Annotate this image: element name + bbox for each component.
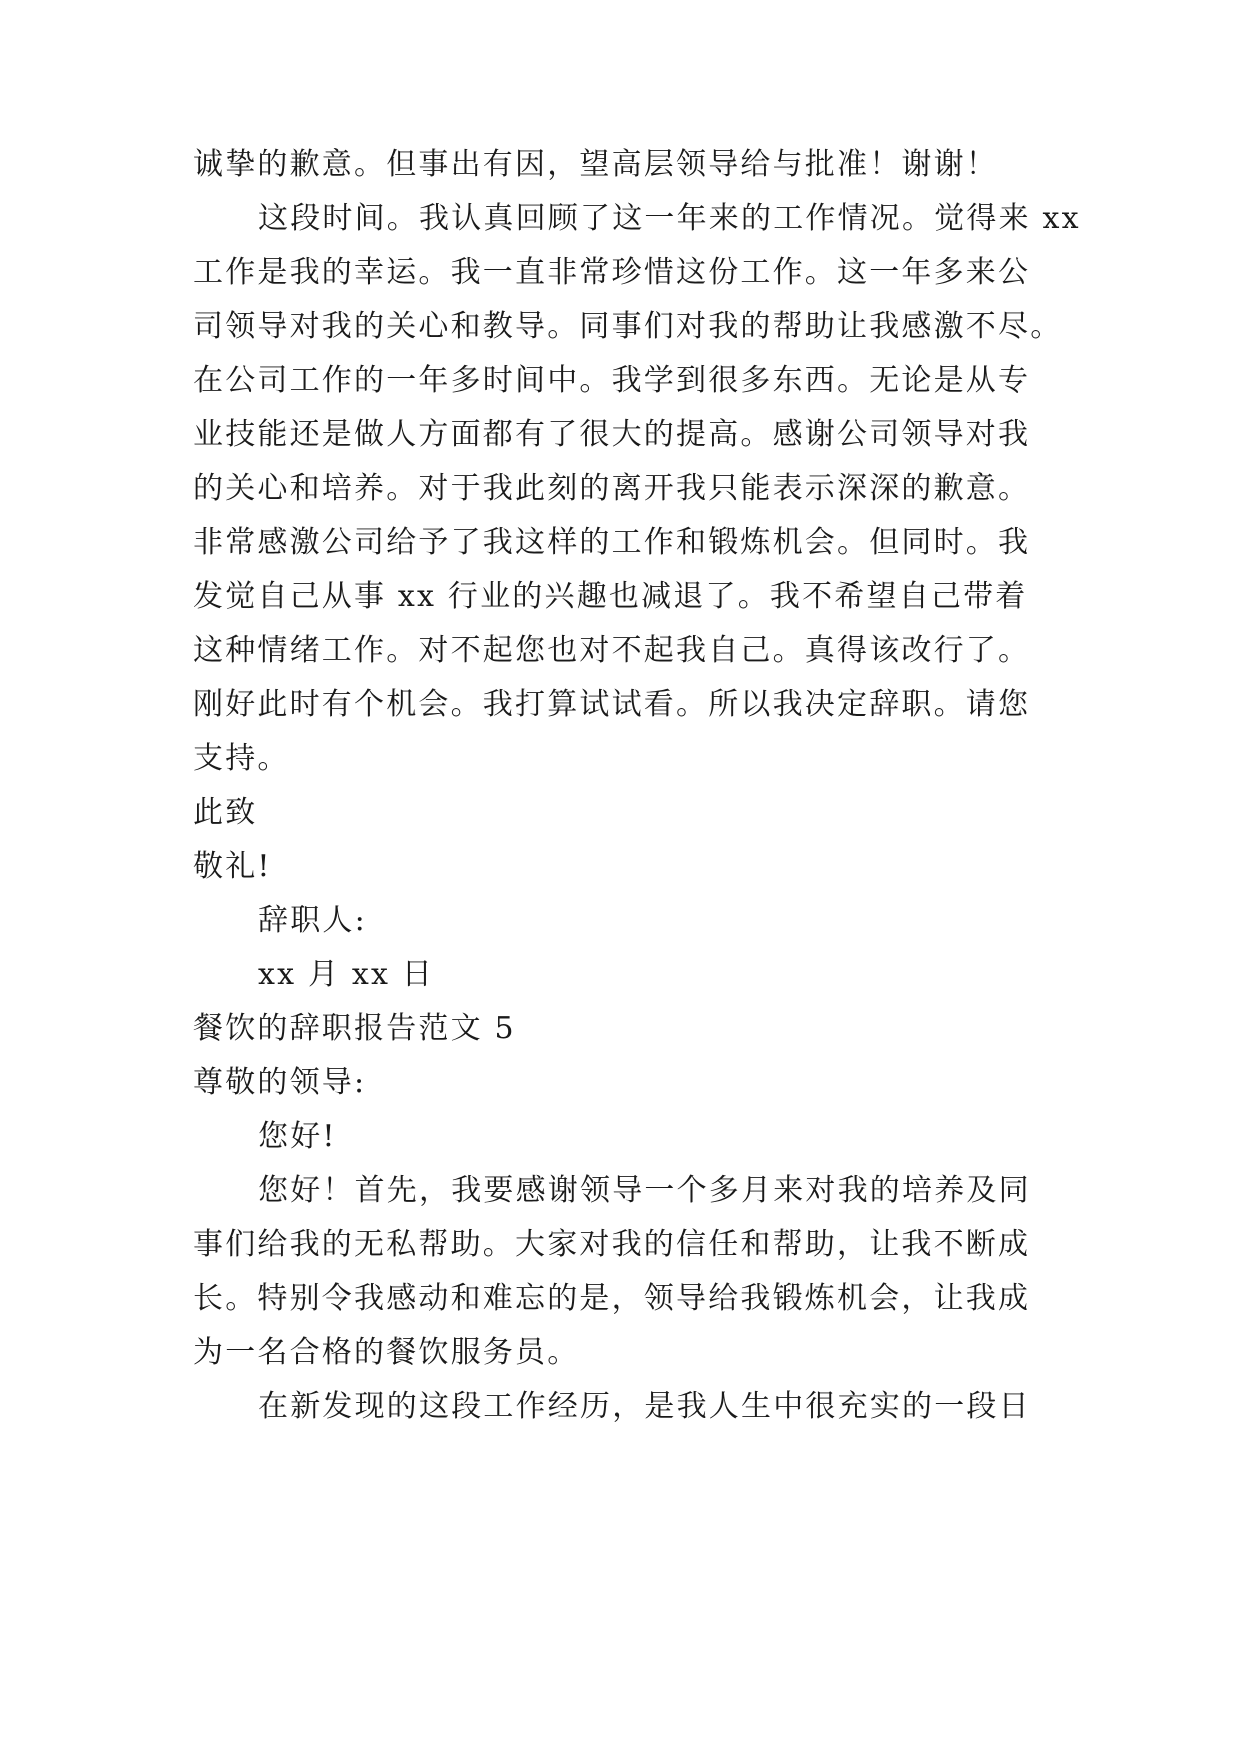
text-line-4: 司领导对我的关心和教导。同事们对我的帮助让我感激不尽。 [193,309,1063,344]
text-line-1: 诚挚的歉意。但事出有因，望高层领导给与批准！谢谢！ [193,147,998,182]
text-line-9: 发觉自己从事 xx 行业的兴趣也减退了。我不希望自己带着 [193,579,1028,614]
text-line-22: 长。特别令我感动和难忘的是，领导给我锻炼机会，让我成 [193,1281,1031,1316]
text-line-24: 在新发现的这段工作经历，是我人生中很充实的一段日 [258,1389,1031,1424]
section-title: 餐饮的辞职报告范文 5 [193,1011,516,1046]
text-line-11: 刚好此时有个机会。我打算试试看。所以我决定辞职。请您 [193,687,1031,722]
text-line-20: 您好！首先，我要感谢领导一个多月来对我的培养及同 [258,1173,1031,1208]
closing-salutation-1: 此致 [193,795,258,830]
text-line-2: 这段时间。我认真回顾了这一年来的工作情况。觉得来 xx [258,201,1081,236]
signature-date: xx 月 xx 日 [258,957,435,992]
text-line-12: 支持。 [193,741,290,776]
text-line-6: 业技能还是做人方面都有了很大的提高。感谢公司领导对我 [193,417,1031,452]
text-line-21: 事们给我的无私帮助。大家对我的信任和帮助，让我不断成 [193,1227,1031,1262]
signature-label: 辞职人: [258,903,367,938]
text-line-10: 这种情绪工作。对不起您也对不起我自己。真得该改行了。 [193,633,1031,668]
text-line-8: 非常感激公司给予了我这样的工作和锻炼机会。但同时。我 [193,525,1031,560]
text-line-7: 的关心和培养。对于我此刻的离开我只能表示深深的歉意。 [193,471,1031,506]
closing-salutation-2: 敬礼! [193,849,272,884]
greeting-addressee: 尊敬的领导: [193,1065,367,1100]
text-line-23: 为一名合格的餐饮服务员。 [193,1335,580,1370]
greeting-hello: 您好! [258,1119,337,1154]
text-line-3: 工作是我的幸运。我一直非常珍惜这份工作。这一年多来公 [193,255,1031,290]
text-line-5: 在公司工作的一年多时间中。我学到很多东西。无论是从专 [193,363,1031,398]
